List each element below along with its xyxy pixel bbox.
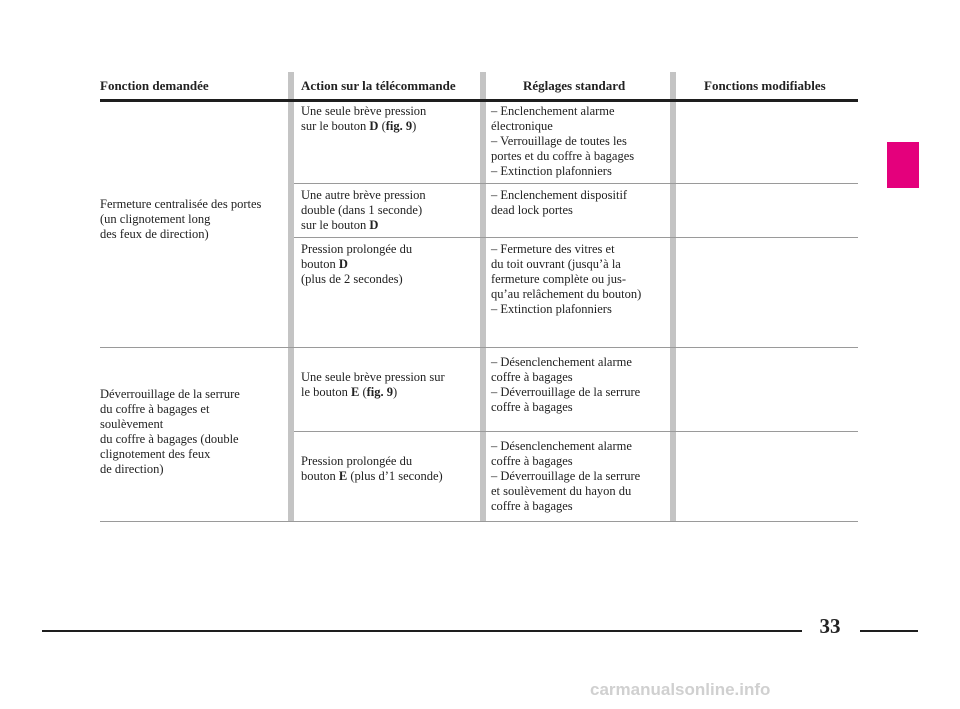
button-e-label: E — [351, 385, 360, 399]
watermark: carmanualsonline.info — [590, 680, 771, 699]
row-divider — [294, 183, 858, 184]
column-divider — [480, 72, 486, 522]
header-standard: Réglages standard — [523, 78, 626, 93]
row-divider — [294, 237, 858, 238]
standard-cell: – Désenclenchement alarme coffre à bagages – Déverrouillage de la serrure coffre à bagages — [491, 355, 641, 414]
page-number: 33 — [819, 614, 841, 638]
action-cell: Pression prolongée du bouton D (plus de 2 secondes) — [301, 242, 413, 286]
button-d-label: D — [369, 119, 379, 133]
header-function: Fonction demandée — [100, 78, 209, 93]
group-divider — [100, 347, 858, 348]
standard-cell: – Fermeture des vitres et du toit ouvrant (jusqu’à la fermeture complète ou jus- qu’au relâchement du bouton) – Extinction plafonniers — [491, 242, 642, 316]
table-bottom-rule — [100, 521, 858, 522]
figure-ref: fig. 9 — [385, 119, 413, 133]
row-divider — [294, 431, 858, 432]
column-divider — [288, 72, 294, 522]
footer-rule — [42, 630, 802, 632]
button-e-label: E — [338, 469, 348, 483]
function-trunk-unlock: Déverrouillage de la serrure du coffre à bagages et soulèvement du coffre à bagages (double clignotement des feux de direction) — [100, 387, 240, 476]
column-divider — [670, 72, 676, 522]
standard-cell: – Désenclenchement alarme coffre à bagages – Déverrouillage de la serrure et soulèvement du hayon du coffre à bagages — [491, 439, 641, 513]
action-cell: Une seule brève pression sur le bouton D (fig. 9) — [301, 104, 427, 133]
header-modifiable: Fonctions modifiables — [704, 78, 826, 93]
header-action: Action sur la télécommande — [301, 78, 456, 93]
standard-cell: – Enclenchement alarme électronique – Verrouillage de toutes les portes et du coffre à bagages – Extinction plafonniers — [491, 104, 635, 178]
footer-rule — [860, 630, 918, 632]
action-cell: Une seule brève pression sur le bouton E (fig. 9) — [301, 370, 445, 399]
standard-cell: – Enclenchement dispositif dead lock portes — [491, 188, 628, 217]
action-cell: Une autre brève pression double (dans 1 seconde) sur le bouton D — [301, 188, 426, 232]
button-d-label: D — [369, 218, 379, 232]
action-cell: Pression prolongée du bouton E (plus d’1 seconde) — [301, 454, 443, 483]
button-d-label: D — [338, 257, 348, 271]
function-central-locking: Fermeture centralisée des portes (un clignotement long des feux de direction) — [100, 197, 262, 241]
header-rule — [100, 99, 858, 102]
section-tab — [887, 142, 919, 188]
figure-ref: fig. 9 — [366, 385, 394, 399]
